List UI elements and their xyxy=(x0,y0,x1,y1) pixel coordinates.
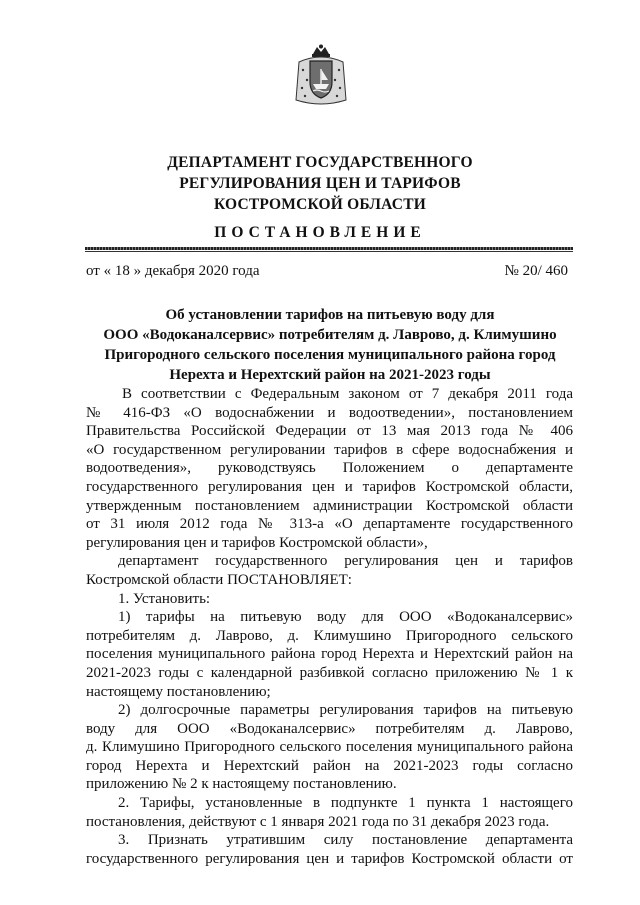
document-title xyxy=(80,305,580,385)
coat-of-arms-icon xyxy=(293,44,349,108)
title-line: Об установлении тарифов на питьевую воду для xyxy=(165,307,495,323)
body-line: постановления, действуют с 1 января 2021 года по 31 декабря 2023 года. xyxy=(86,813,550,830)
body-line: Правительства Российской Федерации от 13 мая 2013 года № 406 xyxy=(86,423,573,440)
body-line: государственного регулирования цен и тарифов Костромской области, xyxy=(86,478,573,495)
body-line: приложению № 2 к настоящему постановлению. xyxy=(86,776,397,793)
department-line: КОСТРОМСКОЙ ОБЛАСТИ xyxy=(213,196,426,213)
department-line: РЕГУЛИРОВАНИЯ ЦЕН И ТАРИФОВ xyxy=(179,175,461,192)
body-line: город Нерехта и Нерехтский район на 2021-2023 годы согласно xyxy=(86,757,573,774)
body-line: государственного регулирования цен и тарифов Костромской области от xyxy=(86,850,573,867)
body-line: 2) долгосрочные параметры регулирования тарифов на питьевую xyxy=(118,702,573,719)
body-line: от 31 июля 2012 года № 313-а «О департаменте государственного xyxy=(86,516,573,533)
body-line: настоящему постановлению; xyxy=(86,683,271,700)
document-type: ПОСТАНОВЛЕНИЕ xyxy=(214,224,426,241)
title-line: Пригородного сельского поселения муниципального района город xyxy=(104,347,556,363)
body-line: потребителям д. Лаврово, д. Климушино Пригородного сельского xyxy=(86,627,573,644)
body-line: 2. Тарифы, установленные в подпункте 1 пункта 1 настоящего xyxy=(118,795,573,812)
body-line: В соответствии с Федеральным законом от 7 декабря 2011 года xyxy=(122,386,573,402)
body-line: «О государственном регулировании тарифов в сфере водоснабжения и xyxy=(86,441,573,458)
body-line: 1. Установить: xyxy=(118,590,211,607)
body-line: поселения муниципального района город Нерехта и Нерехтский район на xyxy=(86,646,573,663)
body-line: № 416-ФЗ «О водоснабжении и водоотведении», постановлением xyxy=(86,404,573,421)
body-line: 3. Признать утратившим силу постановление департамента xyxy=(118,832,573,849)
header-divider xyxy=(85,247,573,250)
body-line: воду для ООО «Водоканалсервис» потребителям д. Лаврово, xyxy=(86,720,573,737)
body-line: департамент государственного регулирования цен и тарифов xyxy=(118,553,573,570)
title-line: ООО «Водоканалсервис» потребителям д. Лаврово, д. Климушино xyxy=(103,327,557,343)
title-line: Нерехта и Нерехтский район на 2021-2023 годы xyxy=(169,367,491,383)
body-line: регулирования цен и тарифов Костромской области», xyxy=(86,534,428,551)
body-line: 1) тарифы на питьевую воду для ООО «Водоканалсервис» xyxy=(118,609,573,626)
header-divider-thin xyxy=(85,251,573,252)
document-date: от « 18 » декабря 2020 года xyxy=(86,263,260,279)
body-line: Костромской области ПОСТАНОВЛЯЕТ: xyxy=(86,571,352,588)
body-line: утвержденным постановлением администрации Костромской области xyxy=(86,497,573,514)
department-line: ДЕПАРТАМЕНТ ГОСУДАРСТВЕННОГО xyxy=(167,154,473,171)
body-line: водоотведения», руководствуясь Положением о департаменте xyxy=(86,460,573,477)
body-line: 2021-2023 годы с календарной разбивкой согласно приложению № 1 к xyxy=(86,664,573,681)
department-name xyxy=(0,152,640,215)
document-number: № 20/ 460 xyxy=(504,263,568,279)
body-line: д. Климушино Пригородного сельского поселения муниципального района xyxy=(86,739,573,756)
document-body xyxy=(86,385,573,868)
